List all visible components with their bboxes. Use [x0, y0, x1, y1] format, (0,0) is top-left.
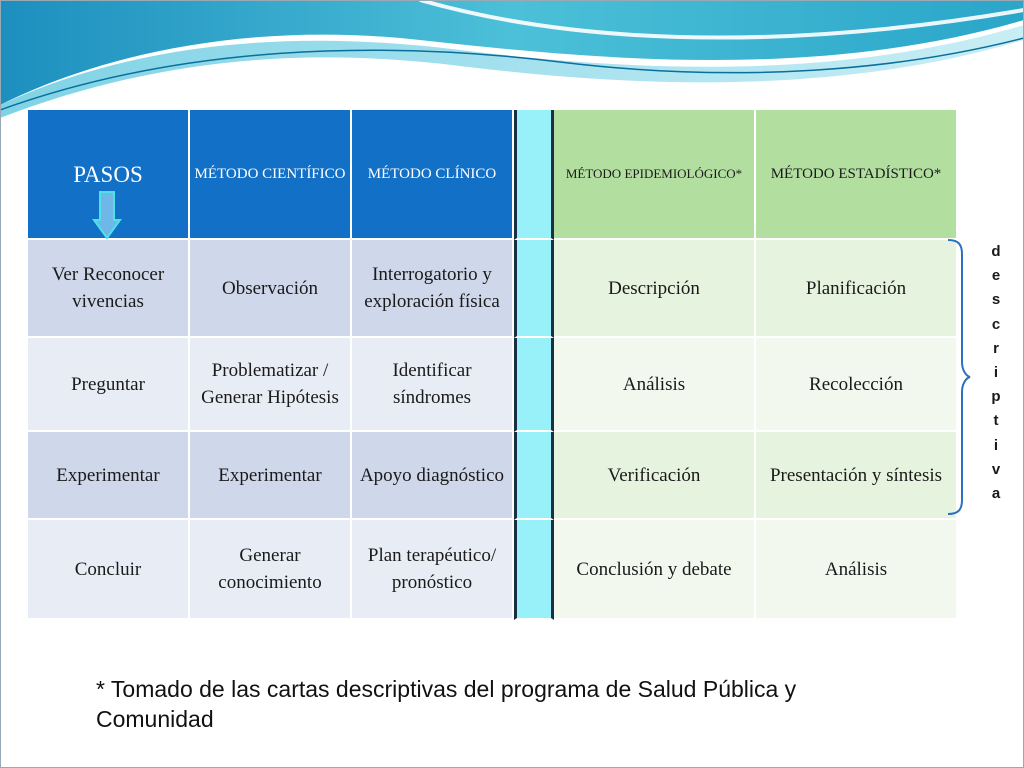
cell-epidemiologico: Descripción [554, 240, 756, 338]
separator-column [514, 240, 554, 338]
down-arrow-icon [92, 190, 122, 240]
letter: a [991, 485, 1001, 503]
letter: d [991, 243, 1001, 260]
decorative-banner [0, 0, 1024, 120]
letter: i [993, 436, 999, 454]
separator-column [514, 432, 554, 520]
table-row [28, 432, 958, 520]
separator-column [514, 520, 554, 620]
letter: t [993, 412, 999, 430]
cell-cientifico: Observación [190, 240, 352, 338]
header-metodo-epidemiologico: MÉTODO EPIDEMIOLÓGICO* [554, 110, 756, 240]
header-metodo-cientifico: MÉTODO CIENTÍFICO [190, 110, 352, 240]
footnote: * Tomado de las cartas descriptivas del programa de Salud Pública y Comunidad [96, 676, 797, 732]
letter: e [991, 267, 1001, 285]
cell-epidemiologico: Conclusión y debate [554, 520, 756, 620]
letter: p [991, 388, 1001, 406]
letter: s [991, 291, 1001, 309]
letter: c [991, 315, 1001, 333]
cell-estadistico: Presentación y síntesis [756, 432, 958, 520]
header-metodo-clinico: MÉTODO CLÍNICO [352, 110, 514, 240]
cell-epidemiologico: Verificación [554, 432, 756, 520]
table-row [28, 338, 958, 432]
cell-cientifico: Generar conocimiento [190, 520, 352, 620]
methods-comparison-table [28, 110, 958, 620]
header-metodo-estadistico: MÉTODO ESTADÍSTICO* [756, 110, 958, 240]
right-brace-icon [946, 238, 972, 516]
table-header-row [28, 110, 958, 240]
cell-clinico: Interrogatorio y exploración física [352, 240, 514, 338]
cell-clinico: Apoyo diagnóstico [352, 432, 514, 520]
table-row [28, 520, 958, 620]
table-row [28, 240, 958, 338]
cell-pasos: Ver Reconocer vivencias [28, 240, 190, 338]
separator-column [514, 110, 554, 240]
cell-pasos: Concluir [28, 520, 190, 620]
cell-cientifico: Problematizar / Generar Hipótesis [190, 338, 352, 432]
separator-column [514, 338, 554, 432]
cell-pasos: Experimentar [28, 432, 190, 520]
cell-clinico: Identificar síndromes [352, 338, 514, 432]
pasos-label: PASOS [73, 161, 143, 187]
cell-epidemiologico: Análisis [554, 338, 756, 432]
cell-estadistico: Planificación [756, 240, 958, 338]
cell-cientifico: Experimentar [190, 432, 352, 520]
letter: v [991, 460, 1001, 478]
cell-estadistico: Análisis [756, 520, 958, 620]
letter: i [993, 364, 999, 382]
header-pasos [28, 110, 190, 240]
letter: r [993, 339, 999, 357]
cell-estadistico: Recolección [756, 338, 958, 432]
cell-pasos: Preguntar [28, 338, 190, 432]
cell-clinico: Plan terapéutico/ pronóstico [352, 520, 514, 620]
descriptiva-vertical-label [986, 240, 1006, 506]
